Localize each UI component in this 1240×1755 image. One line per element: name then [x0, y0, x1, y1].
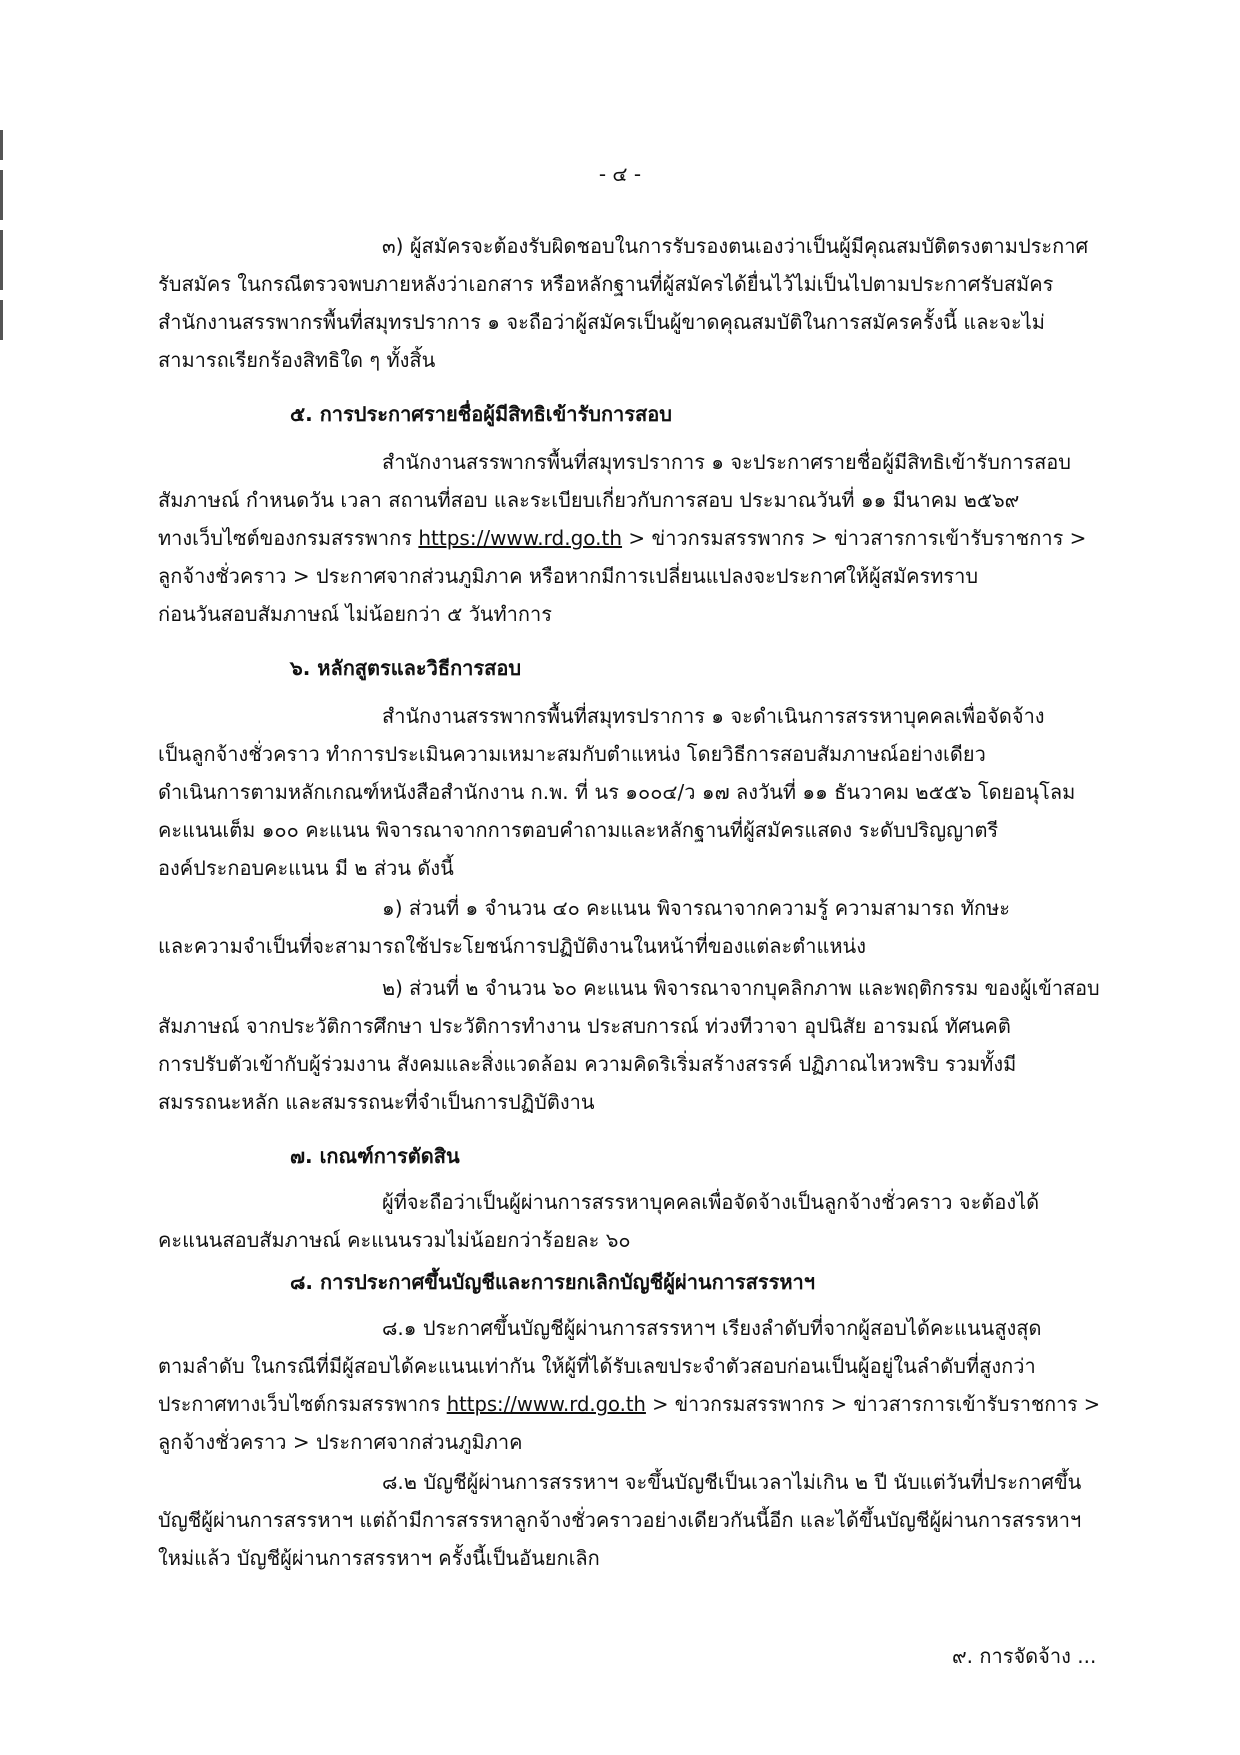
section6-item1-line1: ๑) ส่วนที่ ๑ จำนวน ๔๐ คะแนน พิจารณาจากความรู้ ความสามารถ ทักษะ — [382, 896, 1010, 920]
rd-website-link-2[interactable]: https://www.rd.go.th — [446, 1392, 646, 1416]
section6-item2-line2: สัมภาษณ์ จากประวัติการศึกษา ประวัติการทำงาน ประสบการณ์ ท่วงทีวาจา อุปนิสัย อารมณ์ ทัศนคติ — [158, 1014, 1011, 1038]
section8-item1-line2: ตามลำดับ ในกรณีที่มีผู้สอบได้คะแนนเท่ากัน ให้ผู้ที่ได้รับเลขประจำตัวสอบก่อนเป็นผู้อยู่ในลำดับที่สูงกว่า — [158, 1354, 1036, 1378]
section6-heading: ๖. หลักสูตรและวิธีการสอบ — [290, 656, 522, 680]
section5-line5: ก่อนวันสอบสัมภาษณ์ ไม่น้อยกว่า ๕ วันทำการ — [158, 602, 552, 626]
section5-line1: สำนักงานสรรพากรพื้นที่สมุทรปราการ ๑ จะประกาศรายชื่อผู้มีสิทธิเข้ารับการสอบ — [382, 450, 1071, 474]
section6-para-line3: ดำเนินการตามหลักเกณฑ์หนังสือสำนักงาน ก.พ. ที่ นร ๑๐๐๔/ว ๑๗ ลงวันที่ ๑๑ ธันวาคม ๒๕๕๖ โดยอนุโลม — [158, 780, 1076, 804]
section8-item1-line1: ๘.๑ ประกาศขึ้นบัญชีผู้ผ่านการสรรหาฯ เรียงลำดับที่จากผู้สอบได้คะแนนสูงสุด — [382, 1316, 1042, 1340]
section6-para-line2: เป็นลูกจ้างชั่วคราว ทำการประเมินความเหมาะสมกับตำแหน่ง โดยวิธีการสอบสัมภาษณ์อย่างเดียว — [158, 742, 986, 766]
section5-heading: ๕. การประกาศรายชื่อผู้มีสิทธิเข้ารับการสอบ — [290, 402, 672, 426]
section8-item1-line4: ลูกจ้างชั่วคราว > ประกาศจากส่วนภูมิภาค — [158, 1430, 523, 1454]
section6-para-line5: องค์ประกอบคะแนน มี ๒ ส่วน ดังนี้ — [158, 856, 454, 880]
section8-item2-line3: ใหม่แล้ว บัญชีผู้ผ่านการสรรหาฯ ครั้งนี้เป็นอันยกเลิก — [158, 1546, 600, 1570]
section6-para-line1: สำนักงานสรรพากรพื้นที่สมุทรปราการ ๑ จะดำเนินการสรรหาบุคคลเพื่อจัดจ้าง — [382, 704, 1045, 728]
section6-item2-line4: สมรรถนะหลัก และสมรรถนะที่จำเป็นการปฏิบัติงาน — [158, 1090, 595, 1114]
page-number: - ๔ - — [598, 162, 642, 186]
section5-line4: ลูกจ้างชั่วคราว > ประกาศจากส่วนภูมิภาค หรือหากมีการเปลี่ยนแปลงจะประกาศให้ผู้สมัครทราบ — [158, 564, 979, 588]
section8-item2-line2: บัญชีผู้ผ่านการสรรหาฯ แต่ถ้ามีการสรรหาลูกจ้างชั่วคราวอย่างเดียวกันนี้อีก และได้ขึ้นบัญชีผู้ผ่านการสรรหาฯ — [158, 1508, 1082, 1532]
section8-item1-line3 — [158, 1388, 1100, 1420]
section7-heading: ๗. เกณฑ์การตัดสิน — [290, 1144, 460, 1168]
section6-item1-line2: และความจำเป็นที่จะสามารถใช้ประโยชน์การปฏิบัติงานในหน้าที่ของแต่ละตำแหน่ง — [158, 934, 866, 958]
section8-item1-line3-prefix: ประกาศทางเว็บไซต์กรมสรรพากร — [158, 1392, 441, 1416]
section5-line3 — [158, 522, 1086, 554]
item3-line2: รับสมัคร ในกรณีตรวจพบภายหลังว่าเอกสาร หรือหลักฐานที่ผู้สมัครได้ยื่นไว้ไม่เป็นไปตามประกาศรับสมัคร — [158, 272, 1054, 296]
continuation-note: ๙. การจัดจ้าง ... — [952, 1644, 1097, 1668]
section5-line2: สัมภาษณ์ กำหนดวัน เวลา สถานที่สอบ และระเบียบเกี่ยวกับการสอบ ประมาณวันที่ ๑๑ มีนาคม ๒๕๖๙ — [158, 488, 1020, 512]
section6-item2-line3: การปรับตัวเข้ากับผู้ร่วมงาน สังคมและสิ่งแวดล้อม ความคิดริเริ่มสร้างสรรค์ ปฏิภาณไหวพริบ รวมทั้งมี — [158, 1052, 1017, 1076]
section8-item1-line3-suffix: > ข่าวกรมสรรพากร > ข่าวสารการเข้ารับราชการ > — [652, 1392, 1101, 1416]
section6-item2-line1: ๒) ส่วนที่ ๒ จำนวน ๖๐ คะแนน พิจารณาจากบุคลิกภาพ และพฤติกรรม ของผู้เข้าสอบ — [382, 976, 1100, 1000]
section8-item2-line1: ๘.๒ บัญชีผู้ผ่านการสรรหาฯ จะขึ้นบัญชีเป็นเวลาไม่เกิน ๒ ปี นับแต่วันที่ประกาศขึ้น — [382, 1470, 1082, 1494]
section7-line1: ผู้ที่จะถือว่าเป็นผู้ผ่านการสรรหาบุคคลเพื่อจัดจ้างเป็นลูกจ้างชั่วคราว จะต้องได้ — [382, 1190, 1040, 1214]
item3-line4: สามารถเรียกร้องสิทธิใด ๆ ทั้งสิ้น — [158, 348, 436, 372]
section6-para-line4: คะแนนเต็ม ๑๐๐ คะแนน พิจารณาจากการตอบคำถามและหลักฐานที่ผู้สมัครแสดง ระดับปริญญาตรี — [158, 818, 999, 842]
section8-heading: ๘. การประกาศขึ้นบัญชีและการยกเลิกบัญชีผู้ผ่านการสรรหาฯ — [290, 1270, 816, 1294]
section5-line3-suffix: > ข่าวกรมสรรพากร > ข่าวสารการเข้ารับราชการ > — [628, 526, 1087, 550]
item3-line3: สำนักงานสรรพากรพื้นที่สมุทรปราการ ๑ จะถือว่าผู้สมัครเป็นผู้ขาดคุณสมบัติในการสมัครครั้งนี้ และจะไม่ — [158, 310, 1045, 334]
section5-line3-prefix: ทางเว็บไซต์ของกรมสรรพากร — [158, 526, 413, 550]
section7-line2: คะแนนสอบสัมภาษณ์ คะแนนรวมไม่น้อยกว่าร้อยละ ๖๐ — [158, 1228, 631, 1252]
item3-line1: ๓) ผู้สมัครจะต้องรับผิดชอบในการรับรองตนเองว่าเป็นผู้มีคุณสมบัติตรงตามประกาศ — [382, 234, 1089, 258]
rd-website-link[interactable]: https://www.rd.go.th — [418, 526, 623, 550]
